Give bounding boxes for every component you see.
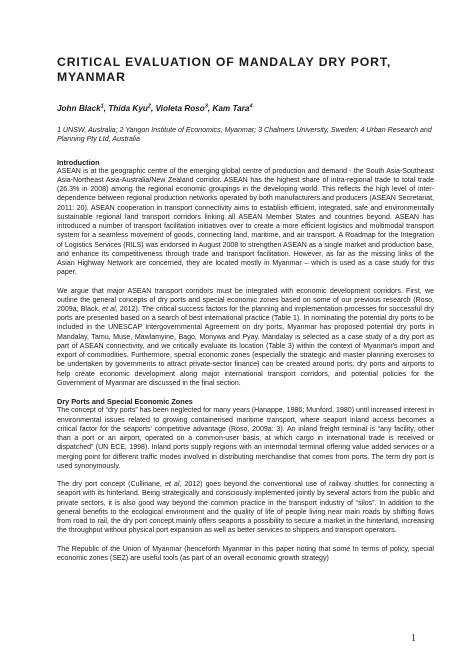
author-name: Kam Tara — [212, 104, 250, 113]
affiliations: 1 UNSW, Australia; 2 Yangon Institute of Economics, Myanmar; 3 Chalmers University, Sweden; 4 Urban Research and Planning Pty Ltd, Australia — [57, 126, 432, 144]
dryports-paragraph-2 — [57, 480, 434, 535]
dryports-paragraph-3: The Republic of the Union of Myanmar (henceforth Myanmar in this paper noting that some In terms of policy, special economic zones (SEZ) are useful tools (as part of an overall economic growth strategy) — [57, 545, 434, 562]
et-al: et al — [164, 481, 180, 489]
author-name: Violeta Roso — [155, 104, 205, 113]
author-affiliation-mark: 4 — [249, 103, 253, 110]
paragraph-text: We argue that major ASEAN transport corridors must be integrated with economic development corridors. First, we outline the general concepts of dry ports and special economic zones based on some of our previous research (Roso, 2009a; Black, — [57, 287, 434, 314]
author-name: John Black — [57, 104, 101, 113]
intro-paragraph-1: ASEAN is at the geographic centre of the emerging global centre of production and demand - the South Asia-Southeast Asia-Northeast Asia-Australia/New Zealand corridor. ASEAN has the highest share of intra-regional trade to total trade (26.3% in 2008) among the regional economic groupings in the developing world. This reflects the high level of inter-dependence between regional production networks operated by both manufacturers and producers (ASEAN Secretariat, 2011: 20). ASEAN cooperation in transport connectivity aims to establish efficient, integrated, safe and environmentally sustainable regional land transport corridors linking all ASEAN Member States and countries beyond. ASEAN has introduced a number of transport facilitation initiatives over to create a more efficient logistics and multimodal transport system for a seamless movement of goods, connecting land, maritime, and air transport. A Roadmap for the Integration of Logistics Services (RILS) was endorsed in August 2008 to strengthen ASEAN as a single market and production base, and enhance its competitiveness through trade and transport facilitation. However, as far as the missing links of the Asian Highway Network are concerned, they are located mostly in Myanmar – which is used as a case study for this paper. — [57, 167, 434, 277]
section-heading-dry-ports: Dry Ports and Special Economic Zones — [57, 397, 193, 407]
section-heading-introduction: Introduction — [57, 157, 100, 167]
et-al: et al — [102, 306, 116, 314]
page-number: 1 — [411, 633, 416, 644]
author-affiliation-mark: 1 — [100, 103, 104, 110]
paragraph-text: The dry port concept (Cullinane, — [57, 481, 165, 489]
paragraph-text: , 2012) goes beyond the conventional use of railway shuttles for connecting a seaport with its hinterland. Being strategically and consciously implemented jointly by several actors from the public and private sectors, it is also good way beyond the common practice in the transport industry of “silos”. In addition to the general benefits to the ecological environment and the quality of life of people living near main roads by shifting flows from road to rail, the dry port concept mainly offers seaports a possibility to secure a market in the hinterland, increasing the throughput without physical port expansion as well as better services to shippers and transport operators. — [57, 481, 434, 535]
author-affiliation-mark: 2 — [147, 103, 151, 110]
author-name: Thida Kyu — [108, 104, 148, 113]
author-list: John Black$^1$, Thida Kyu$^2$, Violeta Roso$^3$, Kam Tara$^4$ — [57, 103, 253, 113]
author-affiliation-mark: 3 — [204, 103, 208, 110]
dryports-paragraph-1: The concept of “dry ports” has been neglected for many years (Hanappe, 1986; Munford, 1980) until increased interest in environmental issues related to growing containerised maritime transport, where seaport inland access becomes a critical factor for the seaports' competitive advantage (Roso, 2009a: 3). An inland freight terminal is “any facility, other than a port or an airport, operated on a common-user basis, at which cargo in international trade is received or dispatched” (UN ECE, 1998). Inland ports supply regions with an intermodal terminal offering value added services or a merging point for different traffic modes involved in distributing merchandise that comes from ports. The term dry port is used synonymously. — [57, 407, 434, 470]
paragraph-text: , 2012). The critical success factors for the planning and implementation processes for successful dry ports are presented based on a search of best international practice (Table 1). In nominating the potential dry ports to be included in the UNESCAP Intergovernmental Agreement on dry ports, Myanmar has proposed potential dry ports in Mandalay, Tamu, Muse, Mawlamyine, Bago, Monywa and Pyay. Mandalay is selected as a case study of a dry port as part of ASEAN connectivity, and we critically evaluate its location (Table 3) within the context of Myanmar's import and export of commodities. Furthermore, special economic zones (especially the strategic and master planning exercises to be undertaken by governments to attract private-sector finance) can be created around ports, dry ports and airports to help create economic development along major international transport corridors, and potential policies for the Government of Myanmar are discussed in the final section. — [57, 306, 434, 387]
intro-paragraph-2 — [57, 287, 434, 388]
paper-title: CRITICAL EVALUATION OF MANDALAY DRY PORT, MYANMAR — [57, 55, 392, 84]
